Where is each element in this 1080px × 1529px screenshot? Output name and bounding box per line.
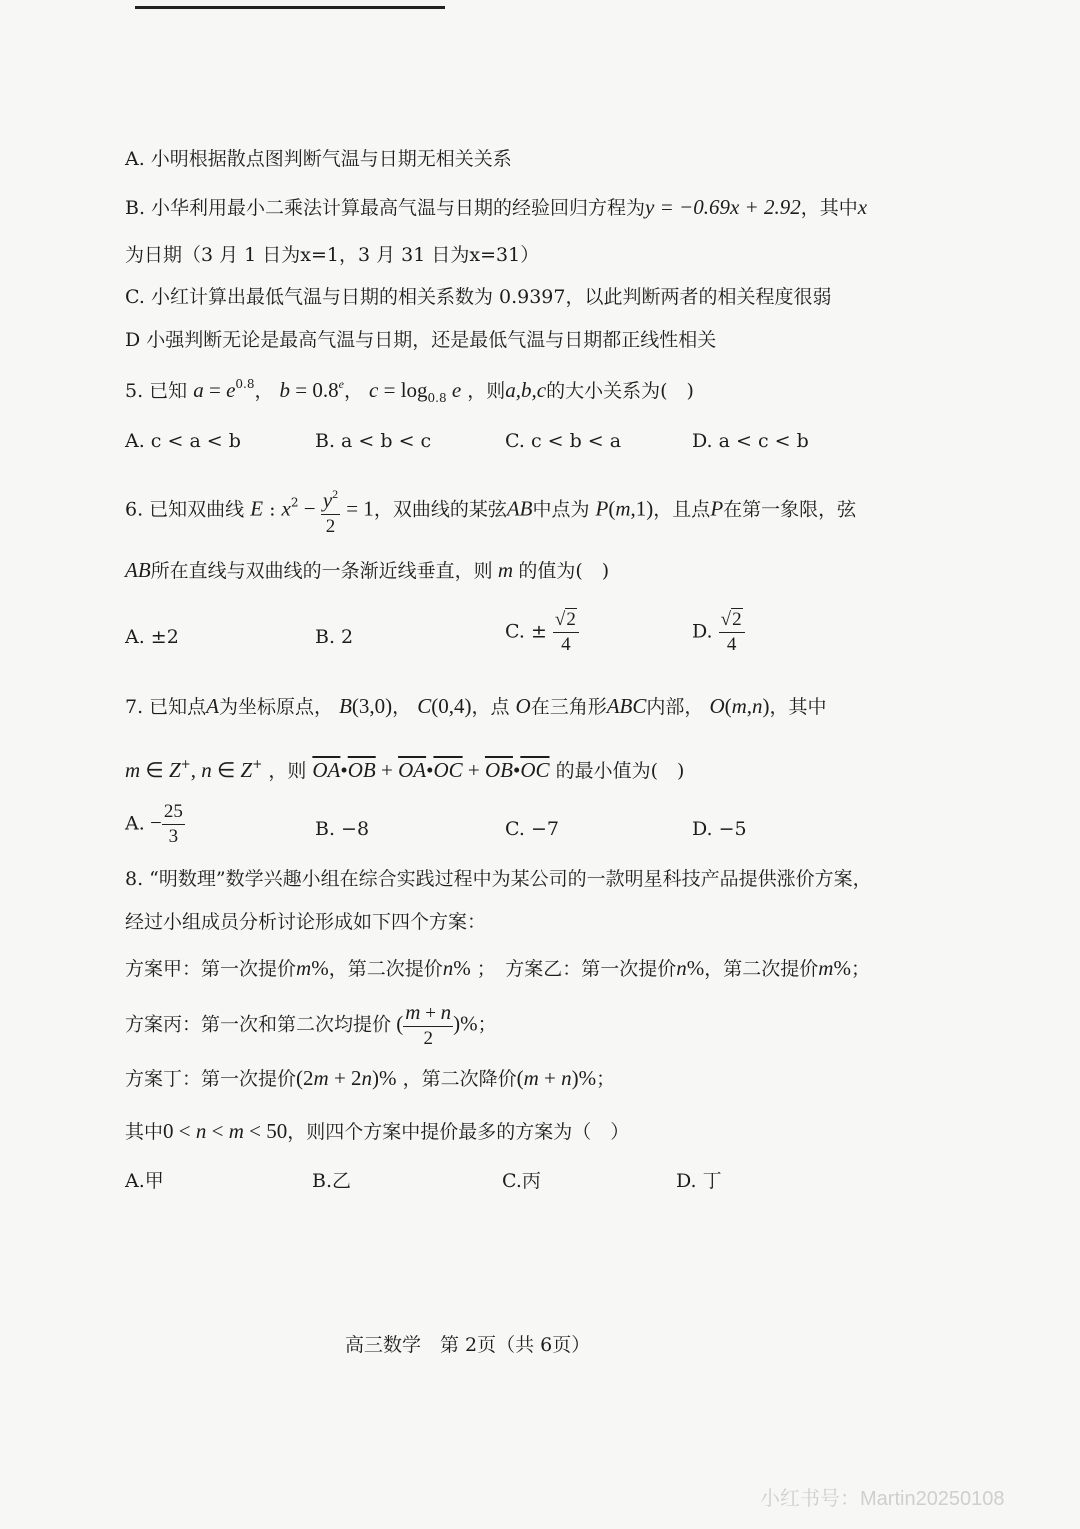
q8-plan-jia-yi: 方案甲：第一次提价m%，第二次提价n% ； 方案乙：第一次提价n%，第二次提价m%； bbox=[125, 956, 870, 980]
q8-option-c: C.丙 bbox=[502, 1170, 541, 1192]
q6-option-c: C. ± $\frac{√2}{4}$ bbox=[505, 608, 579, 657]
q4-option-a: A. 小明根据散点图判断气温与日期无相关关系 bbox=[125, 148, 512, 170]
q4-option-b-line1: B. 小华利用最小二乘法计算最高气温与日期的经验回归方程为y = −0.69x + 2.92，其中x bbox=[125, 195, 868, 219]
q7-stem-line1: 7. 已知点A为坐标原点， B(3,0)， C(0,4)，点 O在三角形ABC内部， O(m,n)，其中 bbox=[125, 694, 827, 718]
q7-option-b: B. −8 bbox=[315, 818, 370, 840]
q5-option-a: A. c < a < b bbox=[125, 430, 241, 452]
q7-option-a: A. − $\frac{25}{3}$ bbox=[125, 801, 183, 847]
q5-option-d: D. a < c < b bbox=[692, 430, 809, 452]
q4-option-c: C. 小红计算出最低气温与日期的相关系数为 0.9397，以此判断两者的相关程度很弱 bbox=[125, 286, 832, 308]
q8-stem-line2: 经过小组成员分析讨论形成如下四个方案： bbox=[125, 911, 487, 933]
q7-stem-line2: m ∈ Z+, n ∈ Z+ ，则 $\overline{OA}•\overline{OB}$ + $\overline{OA}•\overline{OC}$ + $\overline{OB}•\overline{OC}$ 的最小值为( ) bbox=[125, 757, 685, 782]
q8-option-d: D. 丁 bbox=[676, 1170, 722, 1192]
q5-stem: 5. 已知 $a = e^{0.8}$， b = 0.8$^e$， $c = \log_{0.8} e$ ，则a,b,c的大小关系为( ) bbox=[125, 377, 694, 405]
q6-option-b: B. 2 bbox=[315, 626, 354, 648]
q8-plan-bing: 方案丙：第一次和第二次均提价 ( $\frac{m + n}{2}$ )%； bbox=[125, 1000, 497, 1049]
q8-option-b: B.乙 bbox=[312, 1170, 352, 1192]
q8-option-a: A.甲 bbox=[125, 1170, 164, 1192]
q6-stem-line2: AB所在直线与双曲线的一条渐近线垂直，则 m 的值为( ) bbox=[125, 558, 610, 582]
q7-option-d: D. −5 bbox=[692, 818, 747, 840]
q8-plan-ding: 方案丁：第一次提价(2m + 2n)% ，第二次降价(m + n)%； bbox=[125, 1066, 616, 1090]
q4-option-b-line2: 为日期（3 月 1 日为x=1，3 月 31 日为x=31） bbox=[125, 244, 540, 266]
q6-option-a: A. ±2 bbox=[125, 626, 179, 648]
top-rule bbox=[135, 0, 445, 9]
q6-option-d: D. $\frac{√2}{4}$ bbox=[692, 608, 745, 657]
q5-option-c: C. c < b < a bbox=[505, 430, 622, 452]
q6-stem-line1: 6. 已知双曲线 E : $x^2$ − $\frac{y^2}{2}$ = 1，双曲线的某弦AB中点为 P(m,1)，且点P在第一象限，弦 bbox=[125, 482, 856, 539]
q7-option-c: C. −7 bbox=[505, 818, 559, 840]
q5-option-b: B. a < b < c bbox=[315, 430, 432, 452]
q8-condition: 其中0 < n < m < 50，则四个方案中提价最多的方案为（ ） bbox=[125, 1119, 630, 1143]
q4-option-d: D 小强判断无论是最高气温与日期，还是最低气温与日期都正线性相关 bbox=[125, 329, 717, 351]
watermark: 小红书号：Martin20250108 bbox=[760, 1488, 1005, 1510]
page-footer: 高三数学 第 2页（共 6页） bbox=[345, 1334, 591, 1356]
q8-stem-line1: 8. “明数理”数学兴趣小组在综合实践过程中为某公司的一款明星科技产品提供涨价方案， bbox=[125, 868, 872, 890]
